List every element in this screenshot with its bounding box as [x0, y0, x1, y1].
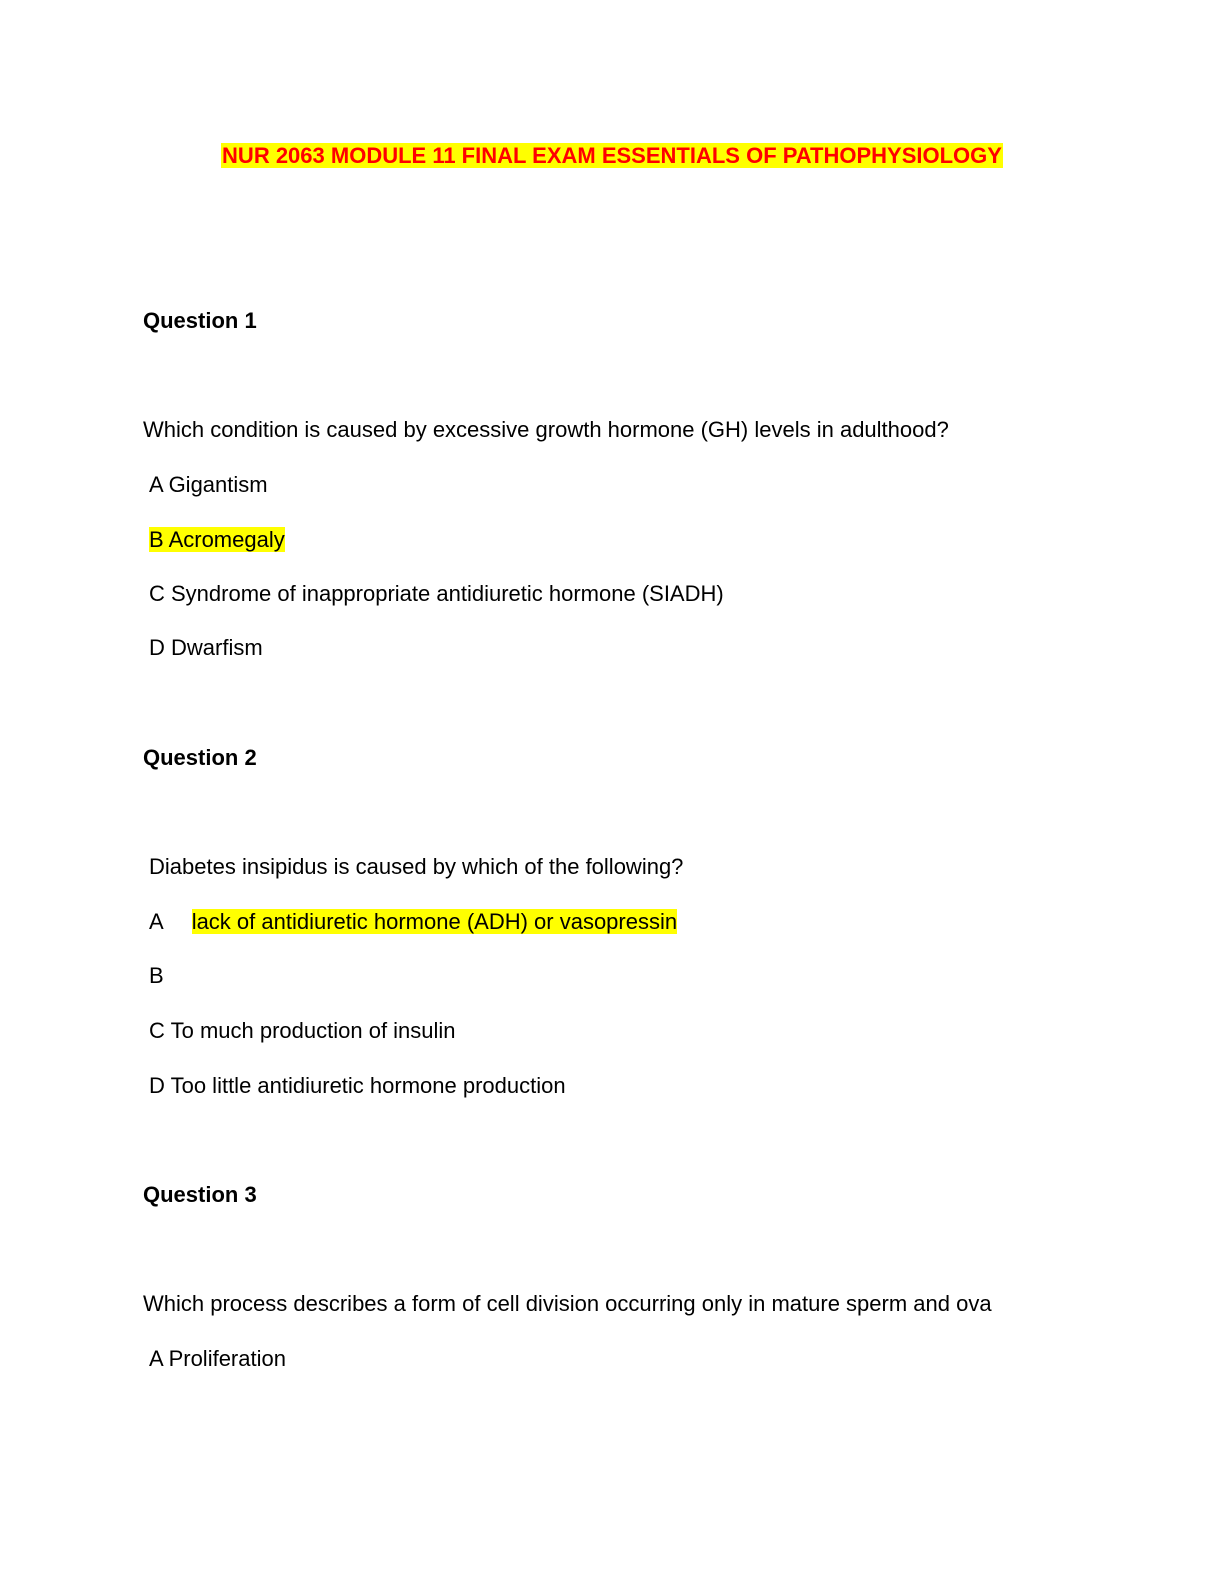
question-2-heading: Question 2: [143, 745, 257, 770]
question-1-option-d: D Dwarfism: [149, 635, 263, 660]
question-3-option-a: A Proliferation: [149, 1346, 286, 1371]
question-1-heading: Question 1: [143, 308, 257, 333]
question-1-option-a: A Gigantism: [149, 472, 268, 497]
question-2-option-d: D Too little antidiuretic hormone production: [149, 1073, 566, 1098]
document-title: [0, 141, 1224, 171]
document-title-text: NUR 2063 MODULE 11 FINAL EXAM ESSENTIALS OF PATHOPHYSIOLOGY: [222, 143, 1002, 168]
question-2-option-c: C To much production of insulin: [149, 1018, 456, 1043]
question-2-option-a-highlighted-text: lack of antidiuretic hormone (ADH) or vasopressin: [191, 909, 678, 934]
question-2-prompt: Diabetes insipidus is caused by which of the following?: [149, 854, 684, 879]
question-1-option-b: [149, 526, 285, 554]
question-1-option-c: C Syndrome of inappropriate antidiuretic hormone (SIADH): [149, 581, 724, 606]
question-2-option-b: B: [149, 963, 164, 988]
question-2-option-a: [149, 908, 677, 936]
question-3-heading: Question 3: [143, 1182, 257, 1207]
question-1-prompt: Which condition is caused by excessive growth hormone (GH) levels in adulthood?: [143, 417, 949, 442]
question-1-option-b-highlighted-text: B Acromegaly: [149, 527, 285, 552]
question-2-option-a-letter: A: [149, 909, 164, 934]
question-3-prompt: Which process describes a form of cell division occurring only in mature sperm and ova: [143, 1291, 992, 1316]
